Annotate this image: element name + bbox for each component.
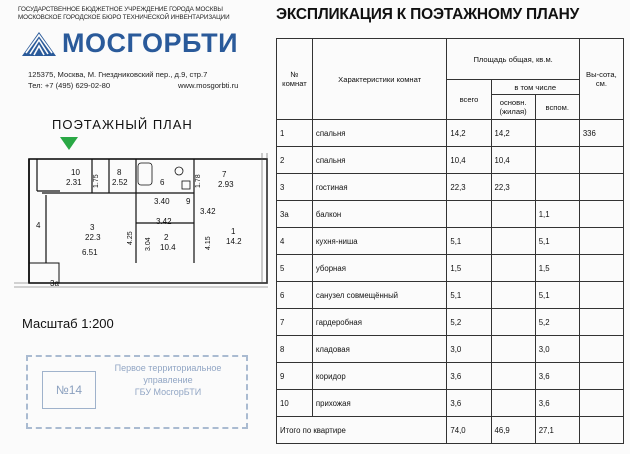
dim-3-42-a: 3.42: [200, 207, 216, 216]
table-row: [277, 174, 624, 201]
cell-aux: 1,5: [535, 255, 579, 282]
cell-main: 22,3: [491, 174, 535, 201]
entry-arrow-icon: [60, 137, 78, 150]
cell-num: 1: [277, 120, 313, 147]
cell-num: 5: [277, 255, 313, 282]
cell-total: 3,6: [447, 390, 491, 417]
cell-total: 10,4: [447, 147, 491, 174]
cell-name: кухня-ниша: [312, 228, 446, 255]
cell-aux: [535, 120, 579, 147]
header-height: Вы-сота, см.: [579, 39, 623, 120]
cell-height: [579, 363, 623, 390]
room-4-number: 4: [36, 221, 41, 230]
building-logo-icon: [20, 26, 58, 60]
floor-plan-title: ПОЭТАЖНЫЙ ПЛАН: [52, 117, 193, 132]
room-3-area: 22.3: [85, 233, 101, 242]
table-row: [277, 336, 624, 363]
dim-6-51: 6.51: [82, 248, 98, 257]
cell-name: гардеробная: [312, 309, 446, 336]
brand-logo-text: МОСГОРБТИ: [62, 28, 239, 58]
room-1-number: 1: [231, 227, 236, 236]
cell-height: [579, 255, 623, 282]
cell-total: 5,1: [447, 228, 491, 255]
cell-main: [491, 228, 535, 255]
org-address: 125375, Москва, М. Гнездниковский пер., д.9, стр.7: [28, 70, 208, 79]
room-6-number: 6: [160, 178, 165, 187]
dim-4-25: 4.25: [127, 231, 134, 245]
cell-name: спальня: [312, 120, 446, 147]
dim-3-40: 3.40: [154, 197, 170, 206]
cell-main: 10,4: [491, 147, 535, 174]
cell-aux: 5,1: [535, 228, 579, 255]
table-row: [277, 120, 624, 147]
table-row: [277, 201, 624, 228]
cell-height: [579, 336, 623, 363]
cell-num: 2: [277, 147, 313, 174]
cell-total: 3,0: [447, 336, 491, 363]
room-8-number: 8: [117, 168, 122, 177]
cell-height: [579, 309, 623, 336]
cell-main: [491, 309, 535, 336]
header-room-number: № комнат: [277, 39, 313, 120]
stamp-line-1: Первое территориальное: [114, 363, 222, 373]
table-row: [277, 309, 624, 336]
stamp-text: [92, 362, 244, 398]
room-10-number: 10: [71, 168, 80, 177]
org-website[interactable]: www.mosgorbti.ru: [178, 81, 239, 90]
room-9-number: 9: [186, 197, 191, 206]
cell-main: [491, 336, 535, 363]
totals-label: Итого по квартире: [277, 417, 447, 444]
cell-aux: 3,6: [535, 363, 579, 390]
cell-num: 3а: [277, 201, 313, 228]
cell-aux: 5,1: [535, 282, 579, 309]
cell-height: [579, 390, 623, 417]
dim-1-75: 1.75: [93, 174, 100, 188]
cell-total: 3,6: [447, 363, 491, 390]
header-main: основн. (жилая): [491, 95, 535, 120]
totals-height: [579, 417, 623, 444]
room-2-number: 2: [164, 233, 169, 242]
cell-num: 7: [277, 309, 313, 336]
floor-plan-drawing: [14, 133, 268, 303]
dim-4-15: 4.15: [205, 236, 212, 250]
cell-num: 4: [277, 228, 313, 255]
cell-aux: [535, 147, 579, 174]
table-row: [277, 228, 624, 255]
room-7-area: 2.93: [218, 180, 234, 189]
cell-name: санузел совмещённый: [312, 282, 446, 309]
cell-main: [491, 363, 535, 390]
cell-name: балкон: [312, 201, 446, 228]
cell-num: 6: [277, 282, 313, 309]
header-area: Площадь общая, кв.м.: [447, 39, 579, 80]
plan-scale: Масштаб 1:200: [22, 316, 114, 331]
cell-name: прихожая: [312, 390, 446, 417]
table-row: [277, 390, 624, 417]
stamp-number: №14: [42, 371, 96, 409]
cell-main: 14,2: [491, 120, 535, 147]
cell-name: спальня: [312, 147, 446, 174]
table-row: [277, 363, 624, 390]
explication-table: [276, 38, 624, 444]
cell-name: уборная: [312, 255, 446, 282]
cell-aux: 3,0: [535, 336, 579, 363]
cell-main: [491, 255, 535, 282]
table-row: [277, 255, 624, 282]
cell-height: [579, 174, 623, 201]
cell-height: [579, 147, 623, 174]
totals-main: 46,9: [491, 417, 535, 444]
org-line-2: МОСКОВСКОЕ ГОРОДСКОЕ БЮРО ТЕХНИЧЕСКОЙ ИНВЕНТАРИЗАЦИИ: [18, 14, 230, 21]
cell-name: коридор: [312, 363, 446, 390]
cell-aux: 3,6: [535, 390, 579, 417]
room-2-area: 10.4: [160, 243, 176, 252]
cell-total: 22,3: [447, 174, 491, 201]
cell-height: [579, 201, 623, 228]
cell-total: 14,2: [447, 120, 491, 147]
cell-total: 5,2: [447, 309, 491, 336]
totals-total: 74,0: [447, 417, 491, 444]
cell-num: 10: [277, 390, 313, 417]
cell-height: 336: [579, 120, 623, 147]
cell-main: [491, 201, 535, 228]
stamp-line-3: ГБУ МосгорБТИ: [134, 387, 202, 397]
cell-total: [447, 201, 491, 228]
room-3-number: 3: [90, 223, 95, 232]
org-name: [18, 6, 268, 22]
cell-num: 8: [277, 336, 313, 363]
org-line-1: ГОСУДАРСТВЕННОЕ БЮДЖЕТНОЕ УЧРЕЖДЕНИЕ ГОРОДА МОСКВЫ: [18, 6, 223, 13]
cell-height: [579, 282, 623, 309]
totals-aux: 27,1: [535, 417, 579, 444]
dim-3-42-b: 3.42: [156, 217, 172, 226]
room-1-area: 14.2: [226, 237, 242, 246]
cell-main: [491, 282, 535, 309]
header-aux: вспом.: [535, 95, 579, 120]
room-10-area: 2.31: [66, 178, 82, 187]
org-phone: Тел: +7 (495) 629-02-80: [28, 81, 111, 90]
room-3a-number: 3а: [50, 279, 59, 288]
explication-body: [277, 120, 624, 444]
cell-aux: 5,2: [535, 309, 579, 336]
dim-3-04: 3.04: [145, 237, 152, 251]
totals-row: [277, 417, 624, 444]
cell-height: [579, 228, 623, 255]
cell-num: 9: [277, 363, 313, 390]
cell-main: [491, 390, 535, 417]
table-row: [277, 282, 624, 309]
table-row: [277, 147, 624, 174]
cell-name: кладовая: [312, 336, 446, 363]
header-characteristics: Характеристики комнат: [312, 39, 446, 120]
room-7-number: 7: [222, 170, 227, 179]
header-including: в том числе: [491, 80, 579, 95]
dim-1-78: 1.78: [195, 174, 202, 188]
explication-title: ЭКСПЛИКАЦИЯ К ПОЭТАЖНОМУ ПЛАНУ: [276, 6, 580, 23]
cell-name: гостиная: [312, 174, 446, 201]
cell-num: 3: [277, 174, 313, 201]
cell-aux: [535, 174, 579, 201]
cell-total: 5,1: [447, 282, 491, 309]
stamp-line-2: управление: [143, 375, 193, 385]
cell-total: 1,5: [447, 255, 491, 282]
header-total: всего: [447, 80, 491, 120]
cell-aux: 1,1: [535, 201, 579, 228]
room-8-area: 2.52: [112, 178, 128, 187]
